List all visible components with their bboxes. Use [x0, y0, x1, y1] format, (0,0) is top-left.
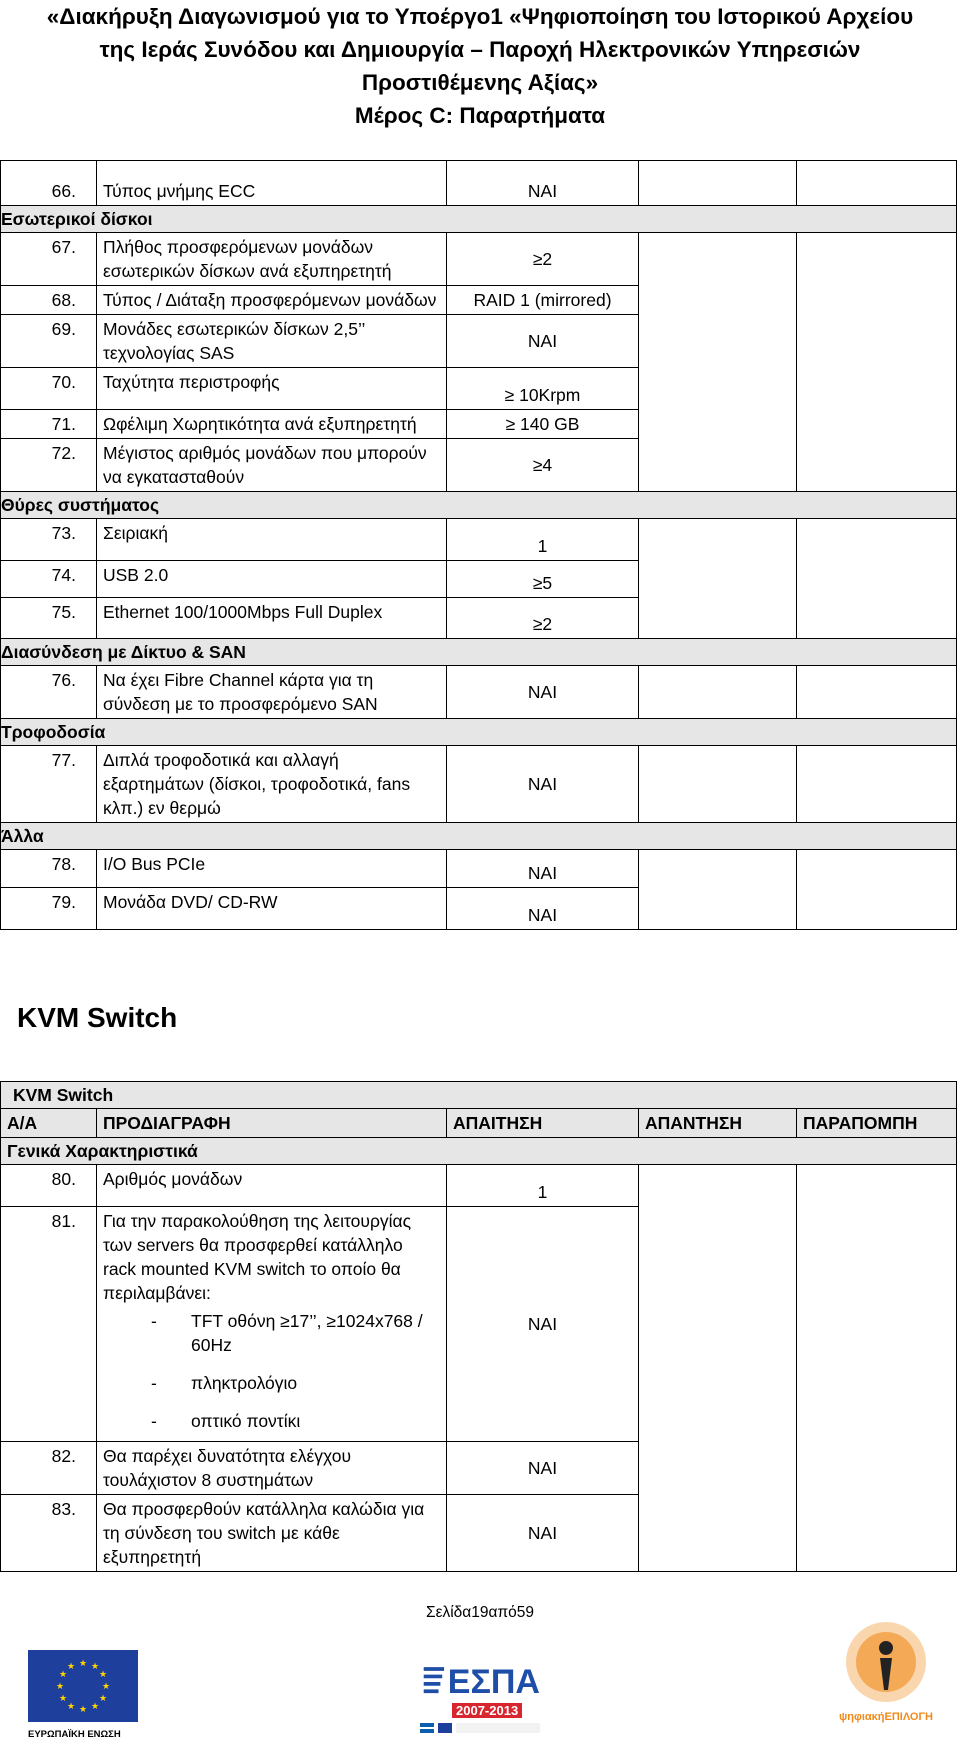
row-reference [797, 888, 957, 930]
svg-text:★: ★ [98, 1694, 108, 1704]
row-answer [639, 1495, 797, 1572]
row-answer [639, 410, 797, 439]
row-spec [97, 1207, 447, 1442]
list-item [103, 1309, 440, 1357]
row-answer [639, 561, 797, 598]
row-number: 73. [1, 519, 97, 561]
column-header: ΑΠΑΝΤΗΣΗ [639, 1109, 797, 1138]
table-row [1, 519, 957, 561]
row-number: 76. [1, 666, 97, 719]
row-spec-text: Για την παρακολούθηση της λειτουργίας των servers θα προσφερθεί κατάλληλο rack mounted KVM switch το οποίο θα περιλαμβάνει: [103, 1211, 412, 1303]
row-requirement: ΝΑΙ [447, 746, 639, 823]
svg-text:★: ★ [66, 1702, 76, 1712]
svg-text:★: ★ [78, 1659, 88, 1669]
row-answer [639, 850, 797, 888]
row-reference [797, 315, 957, 368]
row-reference [797, 161, 957, 206]
row-spec: Μονάδες εσωτερικών δίσκων 2,5’’ τεχνολογίας SAS [97, 315, 447, 368]
kvm-spec-table [0, 1081, 957, 1572]
section-title: Εσωτερικοί δίσκοι [1, 206, 957, 233]
row-spec: Τύπος μνήμης ECC [97, 161, 447, 206]
row-spec: Να έχει Fibre Channel κάρτα για τη σύνδεση με το προσφερόμενο SAN [97, 666, 447, 719]
row-number: 72. [1, 439, 97, 492]
row-reference [797, 1207, 957, 1442]
row-reference [797, 233, 957, 286]
row-answer [639, 233, 797, 286]
row-reference [797, 666, 957, 719]
row-requirement: ΝΑΙ [447, 666, 639, 719]
eu-logo [28, 1650, 138, 1740]
row-reference [797, 598, 957, 639]
row-answer [639, 888, 797, 930]
row-reference [797, 850, 957, 888]
row-answer [639, 439, 797, 492]
row-spec: Τύπος / Διάταξη προσφερόμενων μονάδων [97, 286, 447, 315]
header-line-2: της Ιεράς Συνόδου και Δημιουργία – Παροχή Ηλεκτρονικών Υπηρεσιών [99, 37, 861, 62]
bullet-dash: - [151, 1311, 157, 1331]
row-number: 80. [1, 1165, 97, 1207]
column-header: Α/Α [1, 1109, 97, 1138]
row-number: 69. [1, 315, 97, 368]
row-number: 83. [1, 1495, 97, 1572]
row-reference [797, 1442, 957, 1495]
row-number: 81. [1, 1207, 97, 1442]
row-requirement: ΝΑΙ [447, 161, 639, 206]
row-requirement: RAID 1 (mirrored) [447, 286, 639, 315]
table-row [1, 1442, 957, 1495]
table-row [1, 746, 957, 823]
row-spec: Πλήθος προσφερόμενων μονάδων εσωτερικών δίσκων ανά εξυπηρετητή [97, 233, 447, 286]
table-row [1, 888, 957, 930]
row-answer [639, 519, 797, 561]
table-row [1, 368, 957, 410]
row-answer [639, 161, 797, 206]
svg-text:★: ★ [66, 1662, 76, 1672]
digital-choice-label: ψηφιακήΕΠΙΛΟΓΗ [838, 1711, 934, 1723]
section-row [1, 719, 957, 746]
row-requirement: ≥2 [447, 598, 639, 639]
table-row [1, 161, 957, 206]
row-reference [797, 439, 957, 492]
row-spec: Ethernet 100/1000Mbps Full Duplex [97, 598, 447, 639]
section-row [1, 823, 957, 850]
espa-label: ΕΣΠΑ [447, 1663, 540, 1701]
page-number: Σελίδα19από59 [425, 1604, 535, 1621]
bullet-dash: - [151, 1411, 157, 1431]
row-spec: Σειριακή [97, 519, 447, 561]
section-title: Θύρες συστήματος [1, 492, 957, 519]
table-row [1, 561, 957, 598]
row-requirement: ≥4 [447, 439, 639, 492]
column-header: ΑΠΑΙΤΗΣΗ [447, 1109, 639, 1138]
section-row [1, 639, 957, 666]
row-number: 75. [1, 598, 97, 639]
table-row [1, 666, 957, 719]
table-row [1, 598, 957, 639]
row-number: 78. [1, 850, 97, 888]
row-requirement: ≥ 10Krpm [447, 368, 639, 410]
row-number: 74. [1, 561, 97, 598]
svg-text:★: ★ [101, 1682, 111, 1692]
list-item [103, 1371, 440, 1395]
row-spec: Διπλά τροφοδοτικά και αλλαγή εξαρτημάτων (δίσκοι, τροφοδοτικά, fans κλπ.) εν θερμώ [97, 746, 447, 823]
table-row [1, 850, 957, 888]
table-row [1, 410, 957, 439]
espa-logo [420, 1662, 540, 1733]
table-header-row [1, 1109, 957, 1138]
row-requirement: ΝΑΙ [447, 1442, 639, 1495]
row-number: 70. [1, 368, 97, 410]
list-item [103, 1409, 440, 1433]
espa-mark-icon [420, 1662, 448, 1702]
row-spec: Θα προσφερθούν κατάλληλα καλώδια για τη σύνδεση του switch με κάθε εξυπηρετητή [97, 1495, 447, 1572]
eu-label: ΕΥΡΩΠΑΪΚΗ ΕΝΩΣΗ [28, 1729, 121, 1740]
row-spec: Μέγιστος αριθμός μονάδων που μπορούν να εγκατασταθούν [97, 439, 447, 492]
espa-years: 2007-2013 [452, 1703, 522, 1718]
svg-text:★: ★ [98, 1670, 108, 1680]
bullet-dash: - [151, 1373, 157, 1393]
row-number: 77. [1, 746, 97, 823]
row-spec: Μονάδα DVD/ CD-RW [97, 888, 447, 930]
svg-text:★: ★ [90, 1662, 100, 1672]
row-reference [797, 368, 957, 410]
row-reference [797, 1495, 957, 1572]
row-answer [639, 598, 797, 639]
kvm-section-heading: KVM Switch [17, 1002, 178, 1033]
row-answer [639, 286, 797, 315]
header-line-1: «Διακήρυξη Διαγωνισμού για το Υποέργο1 «Ψηφιοποίηση του Ιστορικού Αρχείου [46, 4, 914, 29]
table-row [1, 315, 957, 368]
row-number: 79. [1, 888, 97, 930]
row-number: 66. [1, 161, 97, 206]
column-header: ΠΑΡΑΠΟΜΠΗ [797, 1109, 957, 1138]
section-row [1, 206, 957, 233]
row-reference [797, 519, 957, 561]
row-answer [639, 315, 797, 368]
section-row [1, 1138, 957, 1165]
row-spec: I/O Bus PCIe [97, 850, 447, 888]
row-requirement: ΝΑΙ [447, 1207, 639, 1442]
row-number: 67. [1, 233, 97, 286]
list-item-text: οπτικό ποντίκι [191, 1411, 301, 1431]
section-title: Άλλα [1, 823, 957, 850]
table-title-row [1, 1082, 957, 1109]
column-header: ΠΡΟΔΙΑΓΡΑΦΗ [97, 1109, 447, 1138]
section-title: Τροφοδοσία [1, 719, 957, 746]
table-title: KVM Switch [1, 1082, 957, 1109]
eu-flag-icon [28, 1650, 138, 1722]
list-item-text: TFT οθόνη ≥17’’, ≥1024x768 / 60Hz [191, 1311, 423, 1355]
header-line-4: Μέρος C: Παραρτήματα [354, 103, 606, 128]
flags-strip-icon [420, 1723, 540, 1733]
row-spec: Ταχύτητα περιστροφής [97, 368, 447, 410]
table-row [1, 286, 957, 315]
row-reference [797, 561, 957, 598]
row-requirement: ΝΑΙ [447, 1495, 639, 1572]
row-requirement: ΝΑΙ [447, 315, 639, 368]
svg-text:★: ★ [55, 1682, 65, 1692]
row-spec: Ωφέλιμη Χωρητικότητα ανά εξυπηρετητή [97, 410, 447, 439]
row-number: 82. [1, 1442, 97, 1495]
row-requirement: ≥2 [447, 233, 639, 286]
row-reference [797, 410, 957, 439]
row-requirement: 1 [447, 1165, 639, 1207]
svg-text:★: ★ [78, 1705, 88, 1715]
row-requirement: ΝΑΙ [447, 888, 639, 930]
table-row [1, 1495, 957, 1572]
row-number: 71. [1, 410, 97, 439]
section-row [1, 492, 957, 519]
row-requirement: ≥ 140 GB [447, 410, 639, 439]
row-spec: USB 2.0 [97, 561, 447, 598]
table-row [1, 439, 957, 492]
row-answer [639, 1442, 797, 1495]
row-requirement: ≥5 [447, 561, 639, 598]
list-item-text: πληκτρολόγιο [191, 1373, 298, 1393]
row-requirement: 1 [447, 519, 639, 561]
row-answer [639, 1165, 797, 1207]
svg-text:★: ★ [58, 1670, 68, 1680]
row-answer [639, 666, 797, 719]
svg-text:★: ★ [58, 1694, 68, 1704]
row-answer [639, 1207, 797, 1442]
row-spec: Αριθμός μονάδων [97, 1165, 447, 1207]
row-requirement: ΝΑΙ [447, 850, 639, 888]
row-spec: Θα παρέχει δυνατότητα ελέγχου τουλάχιστον 8 συστημάτων [97, 1442, 447, 1495]
svg-text:★: ★ [90, 1702, 100, 1712]
row-reference [797, 1165, 957, 1207]
table-row [1, 1165, 957, 1207]
table-row [1, 233, 957, 286]
digital-choice-emblem-icon [836, 1620, 936, 1706]
section-title: Γενικά Χαρακτηριστικά [1, 1138, 957, 1165]
digital-choice-logo [826, 1620, 946, 1723]
section-title: Διασύνδεση με Δίκτυο & SAN [1, 639, 957, 666]
document-header [0, 0, 960, 132]
row-number: 68. [1, 286, 97, 315]
row-reference [797, 746, 957, 823]
table-row [1, 1207, 957, 1442]
header-line-3: Προστιθέμενης Αξίας» [361, 70, 599, 95]
row-answer [639, 746, 797, 823]
row-reference [797, 286, 957, 315]
row-answer [639, 368, 797, 410]
servers-spec-table [0, 160, 957, 930]
